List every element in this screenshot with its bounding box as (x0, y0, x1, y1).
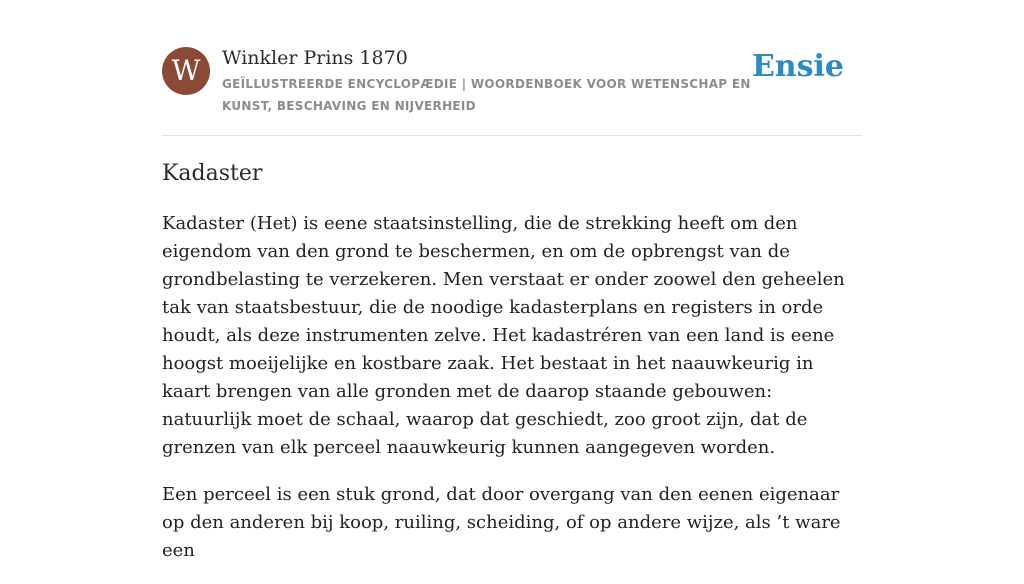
source-subtitle: GEÏLLUSTREERDE ENCYCLOPÆDIE | WOORDENBOEK VOOR WETENSCHAP EN KUNST, BESCHAVING EN NIJVERHEID (222, 77, 751, 113)
source-title[interactable]: Winkler Prins 1870 (222, 47, 408, 69)
source-avatar[interactable] (162, 47, 210, 95)
article-paragraph: Kadaster (Het) is eene staatsinstelling, die de strekking heeft om den eigendom van den grond te beschermen, en om de opbrengst van de grondbelasting te verzekeren. Men verstaat er onder zoowel den geheelen tak van staatsbestuur, die de noodige kadasterplans en registers in orde houdt, als deze instrumenten zelve. Het kadastréren van een land is eene hoogst moeijelijke en kostbare zaak. Het bestaat in het naauwkeurig in kaart brengen van alle gronden met de daarop staande gebouwen: natuurlijk moet de schaal, waarop dat geschiedt, zoo groot zijn, dat de grenzen van elk perceel naauwkeurig kunnen aangegeven worden. (162, 213, 845, 458)
article-paragraph: Een perceel is een stuk grond, dat door overgang van den eenen eigenaar op den anderen bij koop, ruiling, scheiding, of op andere wijze, als ’t ware een (162, 484, 841, 561)
article (162, 158, 862, 584)
article-title: Kadaster (162, 161, 263, 186)
avatar-letter: W (171, 54, 201, 87)
source-info (222, 46, 762, 117)
ensie-logo-link[interactable]: Ensie (751, 49, 844, 84)
header-divider (162, 135, 862, 136)
header (162, 46, 862, 116)
